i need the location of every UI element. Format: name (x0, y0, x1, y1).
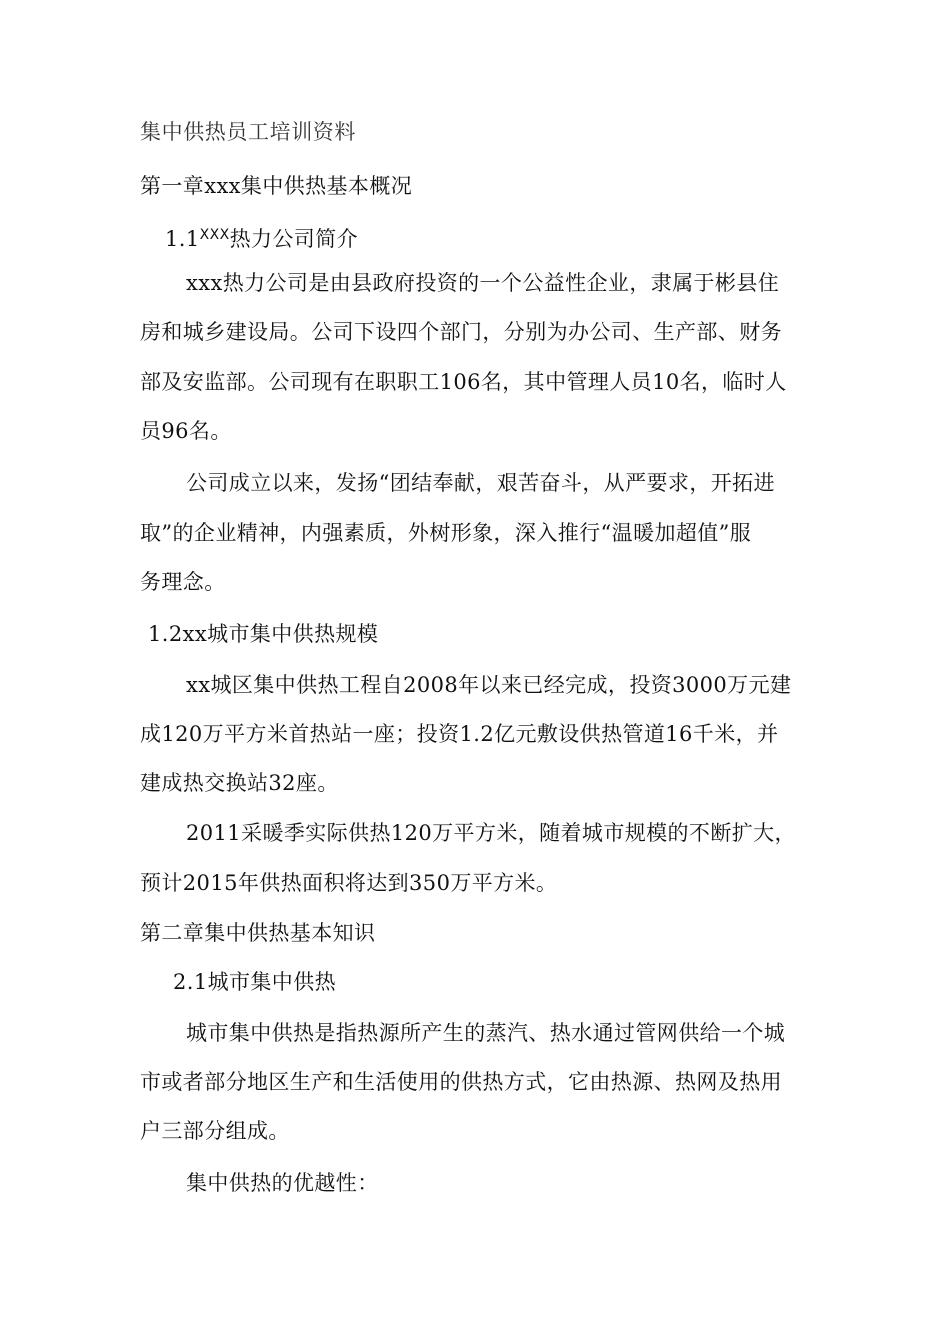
paragraph-line: 取”的企业精神，内强素质，外树形象，深入推行“温暖加超值”服 (140, 521, 752, 545)
document-title: 集中供热员工培训资料 (140, 120, 356, 144)
section-1-1-heading (165, 224, 358, 254)
section-1-1-number: 1.1 (165, 227, 200, 251)
paragraph-line: xx城区集中供热工程自2008年以来已经完成，投资3000万元建 (186, 673, 792, 697)
paragraph-line: 户三部分组成。 (140, 1119, 290, 1143)
paragraph-line: 房和城乡建设局。公司下设四个部门，分别为办公司、生产部、财务 (140, 320, 782, 344)
paragraph-line: 成120万平方米首热站一座；投资1.2亿元敷设供热管道16千米，并 (140, 722, 779, 746)
paragraph-line: 部及安监部。公司现有在职职工106名，其中管理人员10名，临时人 (140, 370, 787, 394)
section-1-2-heading: 1.2xx城市集中供热规模 (148, 622, 379, 646)
paragraph-line: 预计2015年供热面积将达到350万平方米。 (140, 871, 558, 895)
paragraph-line: 集中供热的优越性： (186, 1171, 379, 1195)
section-1-1-title: 热力公司简介 (229, 227, 358, 251)
section-1-1-superscript: XXX (199, 227, 230, 243)
paragraph-line: 2011采暖季实际供热120万平方米，随着城市规模的不断扩大， (186, 821, 796, 845)
paragraph-line: xxx热力公司是由县政府投资的一个公益性企业，隶属于彬县住 (186, 271, 780, 295)
chapter-2-heading: 第二章集中供热基本知识 (140, 921, 376, 945)
paragraph-line: 城市集中供热是指热源所产生的蒸汽、热水通过管网供给一个城 (186, 1021, 786, 1045)
paragraph-line: 市或者部分地区生产和生活使用的供热方式，它由热源、热网及热用 (140, 1070, 782, 1094)
section-2-1-heading: 2.1城市集中供热 (173, 970, 336, 994)
paragraph-line: 务理念。 (140, 570, 226, 594)
paragraph-line: 建成热交换站32座。 (140, 771, 339, 795)
paragraph-line: 员96名。 (140, 419, 232, 443)
chapter-1-heading: 第一章xxx集中供热基本概况 (140, 174, 413, 198)
paragraph-line: 公司成立以来，发扬“团结奉献，艰苦奋斗，从严要求，开拓进 (186, 471, 775, 495)
